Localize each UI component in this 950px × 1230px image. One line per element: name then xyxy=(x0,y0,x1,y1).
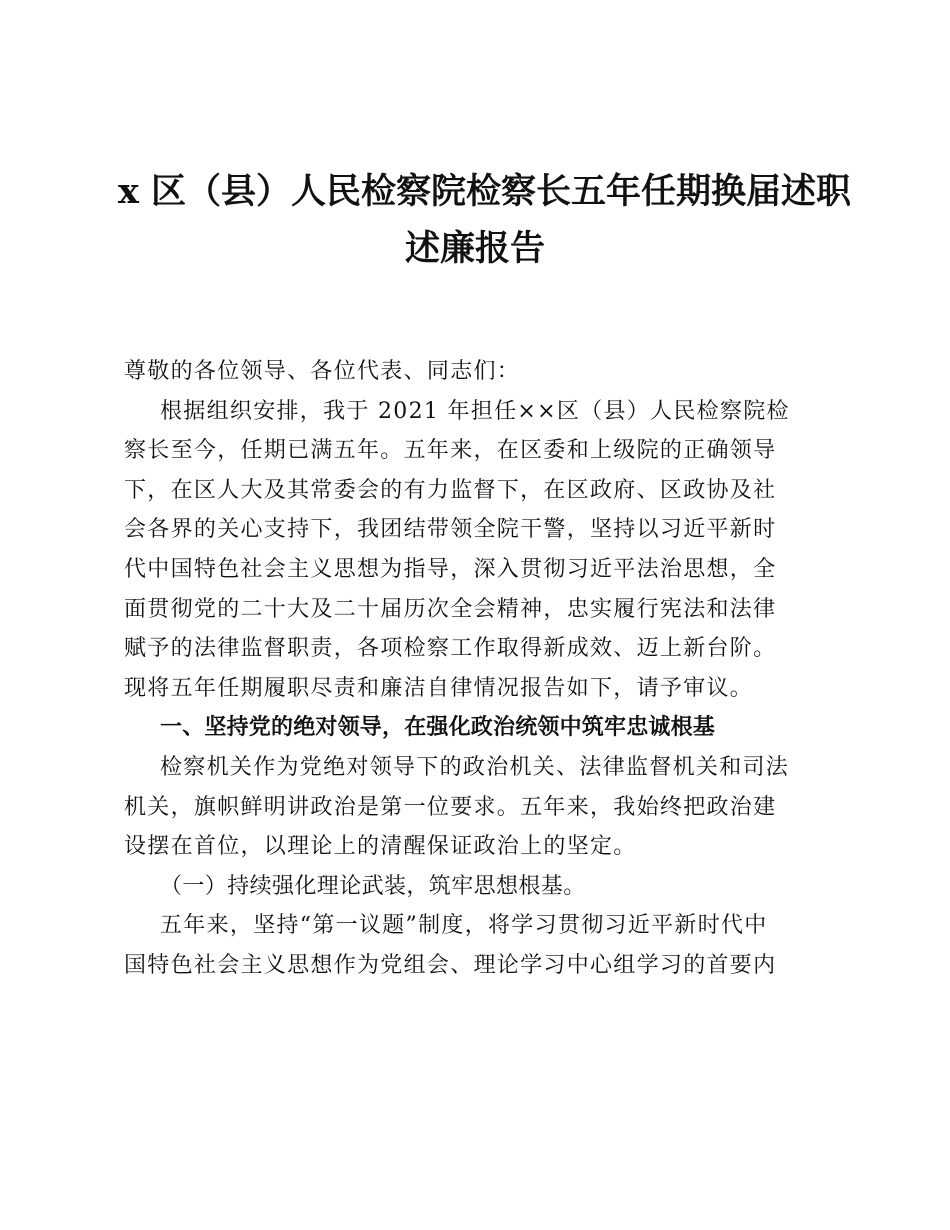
body-line: 国特色社会主义思想作为党组会、理论学习中心组学习的首要内 xyxy=(124,952,777,978)
body-line: 现将五年任期履职尽责和廉洁自律情况报告如下，请予审议。 xyxy=(124,675,754,701)
section-heading-1: 一、坚持党的绝对领导，在强化政治统领中筑牢忠诚根基 xyxy=(160,715,716,741)
body-line: 代中国特色社会主义思想为指导，深入贯彻习近平法治思想，全 xyxy=(124,556,777,582)
body-line: 根据组织安排，我于 2021 年担任××区（县）人民检察院检 xyxy=(160,398,790,424)
body-line: 察长至今，任期已满五年。五年来，在区委和上级院的正确领导 xyxy=(124,438,777,464)
document-body xyxy=(124,352,836,986)
body-line: 五年来，坚持“第一议题”制度，将学习贯彻习近平新时代中 xyxy=(160,913,768,939)
title-line-1: x 区（县）人民检察院检察长五年任期换届述职 xyxy=(118,171,852,212)
body-line: 设摆在首位，以理论上的清醒保证政治上的坚定。 xyxy=(124,834,637,860)
body-line: 赋予的法律监督职责，各项检察工作取得新成效、迈上新台阶。 xyxy=(124,636,777,662)
body-line: 检察机关作为党绝对领导下的政治机关、法律监督机关和司法 xyxy=(160,754,790,780)
salutation: 尊敬的各位领导、各位代表、同志们： xyxy=(124,359,521,384)
body-line: 会各界的关心支持下，我团结带领全院干警，坚持以习近平新时 xyxy=(124,517,777,543)
subsection-heading-1: （一）持续强化理论武装，筑牢思想根基。 xyxy=(160,873,586,899)
body-line: 面贯彻党的二十大及二十届历次全会精神，忠实履行宪法和法律 xyxy=(124,596,777,622)
body-line: 机关，旗帜鲜明讲政治是第一位要求。五年来，我始终把政治建 xyxy=(124,794,777,820)
title-line-2: 述廉报告 xyxy=(404,228,545,269)
document-title xyxy=(118,163,852,277)
body-line: 下，在区人大及其常委会的有力监督下，在区政府、区政协及社 xyxy=(124,477,777,503)
